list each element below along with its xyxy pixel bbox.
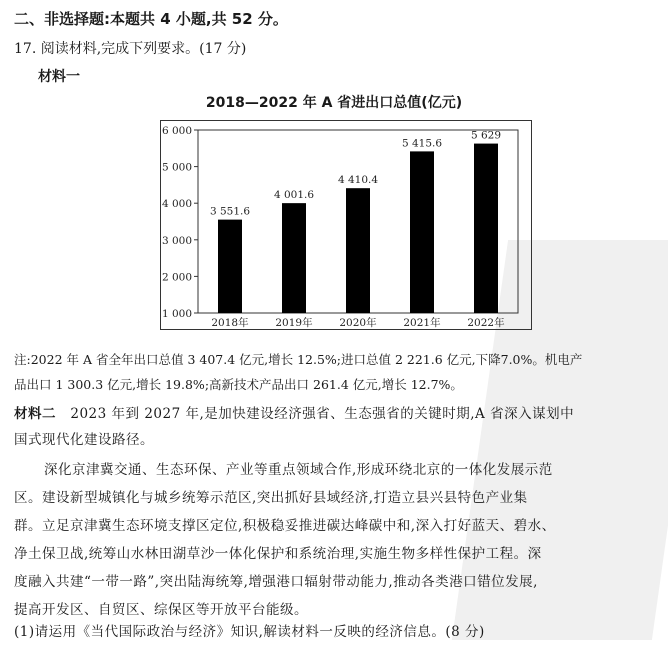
x-category-label: 2022年 <box>467 317 505 329</box>
note-line-2: 品出口 1 300.3 亿元,增长 19.8%;高新技术产品出口 261.4 亿元,增长 12.7%。 <box>14 377 463 392</box>
y-tick-label: 5 000 <box>161 161 192 174</box>
question-17: 17. 阅读材料,完成下列要求。(17 分) <box>14 41 247 57</box>
material-2-intro <box>14 402 574 422</box>
x-category-label: 2019年 <box>275 317 313 329</box>
bar-value-label: 4 410.4 <box>337 174 379 187</box>
material-2-line: 区。建设新型城镇化与城乡统筹示范区,突出抓好县域经济,打造立县兴县特色产业集 <box>14 490 528 506</box>
y-tick-label: 1 000 <box>161 308 192 320</box>
bar <box>282 203 306 313</box>
sub-question-1: (1)请运用《当代国际政治与经济》知识,解读材料一反映的经济信息。(8 分) <box>14 624 485 640</box>
x-category-label: 2020年 <box>339 317 377 329</box>
bar <box>218 220 242 313</box>
y-tick-label: 3 000 <box>161 234 192 247</box>
material-2-line: 度融入共建“一带一路”,突出陆海统筹,增强港口辐射带动能力,推动各类港口错位发展, <box>14 574 538 590</box>
bar <box>474 144 498 313</box>
material-2-line: 净土保卫战,统筹山水林田湖草沙一体化保护和系统治理,实施生物多样性保护工程。深 <box>14 546 542 562</box>
material-2-line: 群。立足京津冀生态环境支撑区定位,积极稳妥推进碳达峰碳中和,深入打好蓝天、碧水、 <box>14 518 556 534</box>
material-2-line: 2023 年到 2027 年,是加快建设经济强省、生态强省的关键时期,A 省深入谋划中 <box>70 406 575 422</box>
y-tick-label: 6 000 <box>161 125 192 137</box>
material-2-line: 深化京津冀交通、生态环保、产业等重点领域合作,形成环绕北京的一体化发展示范 <box>44 462 553 478</box>
bar-chart <box>160 120 532 330</box>
chart-title: 2018—2022 年 A 省进出口总值(亿元) <box>205 95 463 111</box>
material-2-label: 材料二 <box>14 406 56 422</box>
material-2-line: 提高开发区、自贸区、综保区等开放平台能级。 <box>14 602 308 618</box>
y-tick-label: 4 000 <box>161 198 192 211</box>
bar-value-label: 5 415.6 <box>401 137 443 150</box>
note-line-1: 注:2022 年 A 省全年出口总值 3 407.4 亿元,增长 12.5%;进口总值 2 221.6 亿元,下降7.0%。机电产 <box>14 352 583 367</box>
y-tick-label: 2 000 <box>161 271 192 284</box>
x-category-label: 2018年 <box>211 317 249 329</box>
section-heading: 二、非选择题:本题共 4 小题,共 52 分。 <box>14 10 288 28</box>
bar <box>346 188 370 313</box>
bar <box>410 151 434 313</box>
x-category-label: 2021年 <box>403 317 441 329</box>
material-2-line: 国式现代化建设路径。 <box>14 432 154 448</box>
bar-value-label: 4 001.6 <box>273 189 315 202</box>
bar-value-label: 5 629 <box>470 129 502 142</box>
material-1-label: 材料一 <box>38 69 80 85</box>
bar-value-label: 3 551.6 <box>209 205 251 218</box>
